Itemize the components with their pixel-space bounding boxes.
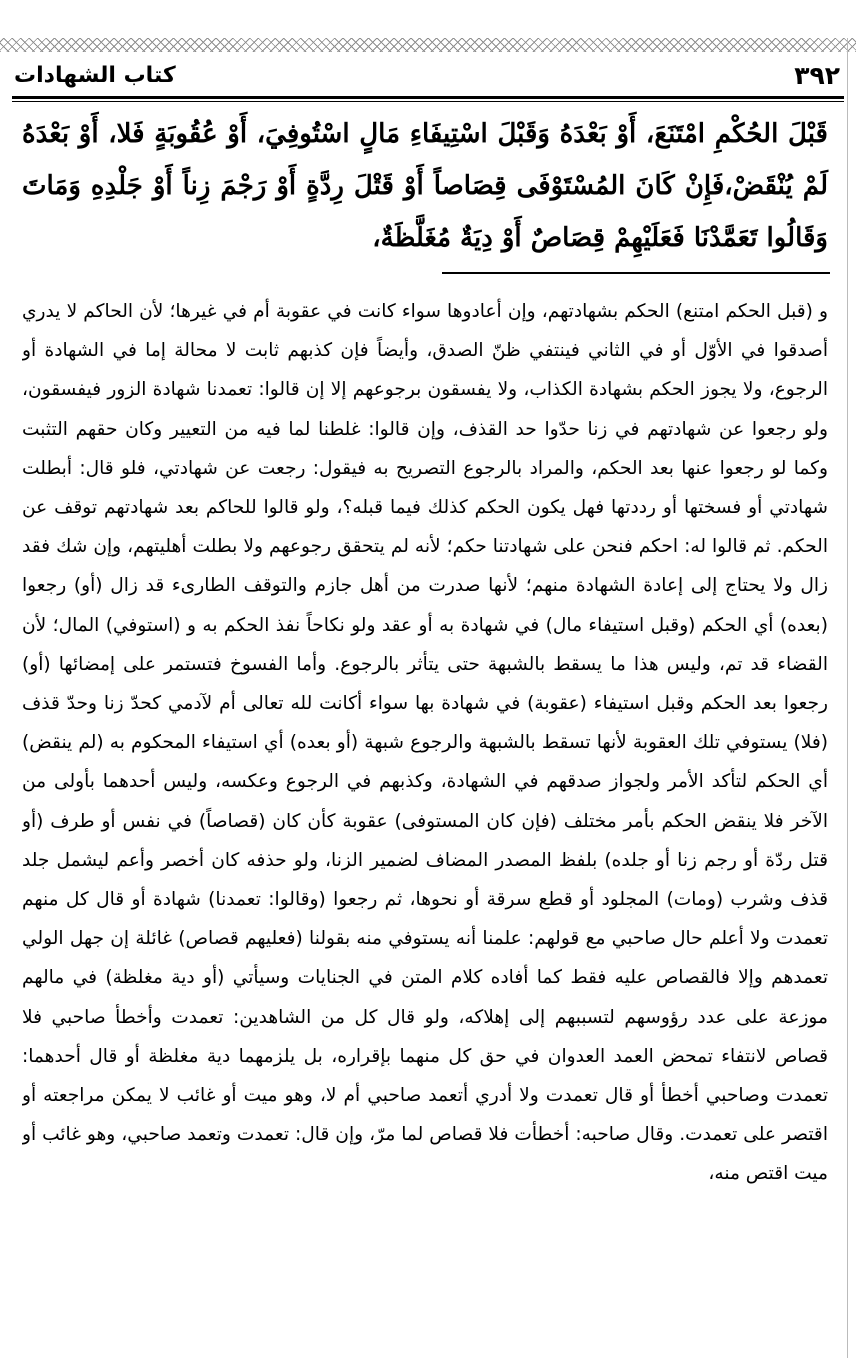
matn-text bbox=[22, 108, 828, 268]
page-number: ٣٩٢ bbox=[794, 60, 840, 90]
header-rule-thin bbox=[12, 101, 844, 102]
running-title: كتاب الشهادات bbox=[14, 62, 176, 88]
commentary-paragraph: و (قبل الحكم امتنع) الحكم بشهادتهم، وإن أعادوها سواء كانت في عقوبة أم في غيرها؛ لأن الحاكم لا يدري أصدقوا في الأوّل أو في الثاني فينتفي ظنّ الصدق، وأيضاً فإن كذبهم ثابت لا محالة إما في الشهادة أو الرجوع، ولا يجوز الحكم بشهادة الكذاب، ولا يفسقون برجوعهم إلا إن قالوا: تعمدنا شهادة الزور فيفسقون، ولو رجعوا عن شهادتهم في زنا حدّوا حد القذف، وإن قالوا: غلطنا لما فيه من التعيير وكان حقهم التثبت وكما لو رجعوا عنها بعد الحكم، والمراد بالرجوع التصريح به فيقول: رجعت عن شهادتي، فلو قال: أبطلت شهادتي أو فسختها أو رددتها فهل يكون الحكم كذلك فيما قبله؟، ولو قالوا للحاكم بعد شهادتهم توقف عن الحكم. ثم قالوا له: احكم فنحن على شهادتنا حكم؛ لأنه لم يتحقق رجوعهم ولا بطلت أهليتهم، وإن شك فقد زال ولا يحتاج إلى إعادة الشهادة منهم؛ لأنها صدرت من أهل جازم والتوقف الطارىء قد زال (أو) رجعوا (بعده) أي الحكم (وقبل استيفاء مال) في شهادة به أو عقد ولو نكاحاً نفذ الحكم به و (استوفي) المال؛ لأن القضاء قد تم، وليس هذا ما يسقط بالشبهة حتى يتأثر بالرجوع. وأما الفسوخ فتستمر على إمضائها (أو) رجعوا بعد الحكم وقبل استيفاء (عقوبة) في شهادة بها سواء أكانت لله تعالى أم لآدمي كحدّ زنا وحدّ قذف (فلا) يستوفي تلك العقوبة لأنها تسقط بالشبهة والرجوع شبهة (أو بعده) أي استيفاء المحكوم به (لم ينقض) أي الحكم لتأكد الأمر ولجواز صدقهم في الشهادة، وكذبهم في الرجوع وعكسه، وليس أحدهما بأولى من الآخر فلا ينقض الحكم بأمر مختلف (فإن كان المستوفى) عقوبة كأن كان (قصاصاً) في نفس أو طرف (أو قتل ردّة أو رجم زنا أو جلده) بلفظ المصدر المضاف لضمير الزنا، ولو حذفه كان أخصر وأعم ليشمل جلد قذف وشرب (ومات) المجلود أو قطع سرقة أو نحوها، ثم رجعوا (وقالوا: تعمدنا) شهادة أو قال كل منهم تعمدت ولا أعلم حال صاحبي مع قولهم: علمنا أنه يستوفي منه بقولنا (فعليهم قصاص) غائلة إن جهل الولي تعمدهم وإلا فالقصاص عليه فقط كما أفاده كلام المتن في الجنايات وسيأتي (أو دية مغلظة) في مالهم موزعة على عدد رؤوسهم لتسببهم إلى إهلاكه، ولو قال كل من الشاهدين: تعمدت وأخطأ صاحبي فلا قصاص لانتفاء تمحض العمد العدوان في حق كل منهما بإقراره، بل يلزمهما دية مغلظة أو قال أحدهما: تعمدت وصاحبي أخطأ أو قال تعمدت ولا أدري أتعمد صاحبي أم لا، وهو ميت أو غائب لا يمكن مراجعته أو اقتصر على تعمدت. وقال صاحبه: أخطأت فلا قصاص لما مرّ، وإن قال: تعمدت وتعمد صاحبي، وهو غائب أو ميت اقتص منه، bbox=[22, 301, 828, 1185]
frame-line bbox=[847, 38, 848, 1358]
matn-paragraph: قَبْلَ الحُكْمِ امْتَنَعَ، أَوْ بَعْدَهُ وَقَبْلَ اسْتِيفَاءِ مَالٍ اسْتُوفِيَ، أَوْ عُقُوبَةٍ فَلا، أَوْ بَعْدَهُ لَمْ يُنْقَضْ،فَإِنْ كَانَ المُسْتَوْفَى قِصَاصاً أَوْ قَتْلَ رِدَّةٍ أَوْ رَجْمَ زِناً أَوْ جَلْدِهِ وَمَاتَ وَقَالُوا تَعَمَّدْنَا فَعَلَيْهِمْ قِصَاصٌ أَوْ دِيَةٌ مُغَلَّظَةٌ، bbox=[22, 119, 828, 253]
page-header bbox=[14, 56, 840, 94]
header-rule bbox=[12, 96, 844, 99]
separator-rule bbox=[442, 272, 830, 274]
commentary-text bbox=[22, 292, 828, 1322]
decorative-border bbox=[0, 38, 856, 52]
